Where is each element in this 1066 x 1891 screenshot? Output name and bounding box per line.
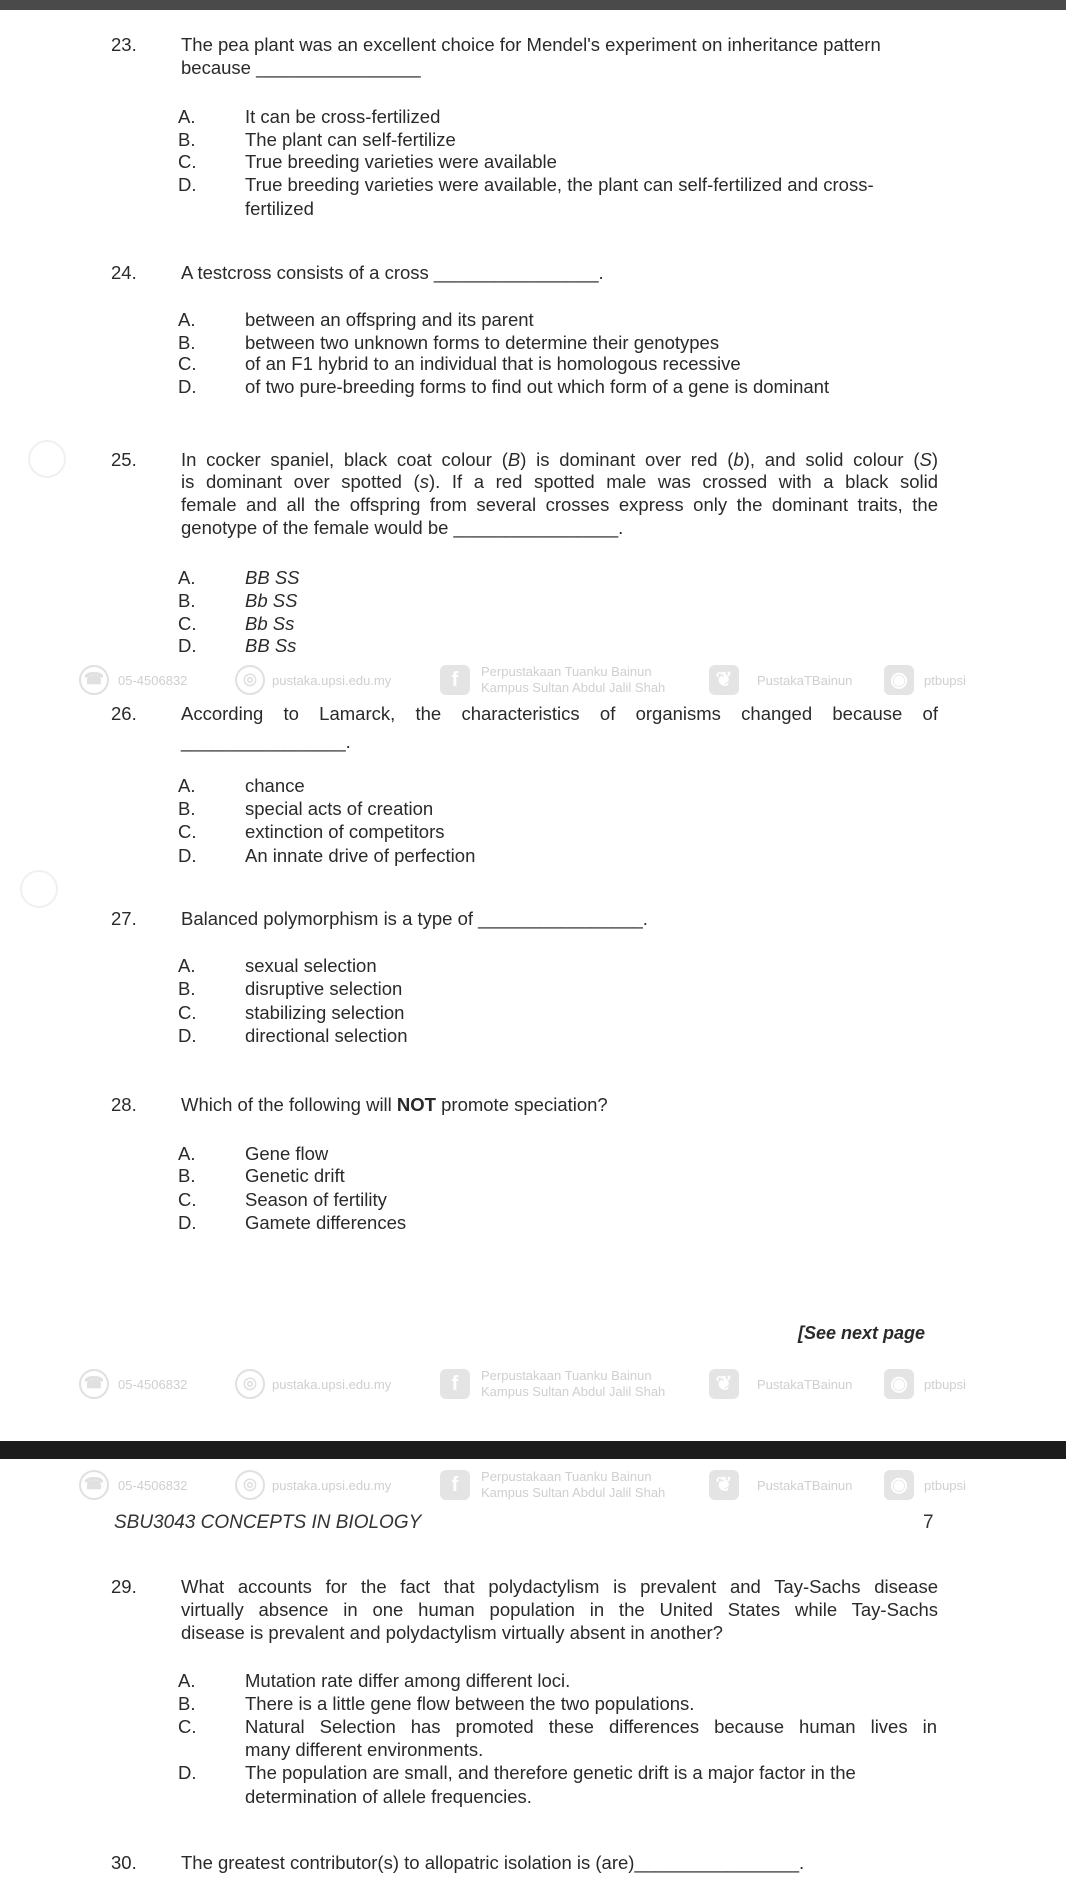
question-text: A testcross consists of a cross ________________. bbox=[181, 262, 604, 283]
option-text bbox=[245, 613, 294, 635]
question-number: 28. bbox=[111, 1094, 137, 1115]
option-letter: D. bbox=[178, 1025, 197, 1046]
italic-text: B bbox=[507, 449, 521, 470]
option-text: Season of fertility bbox=[245, 1189, 387, 1210]
question-text: female and all the offspring from several crosses express only the dominant traits, the bbox=[181, 494, 938, 515]
facebook-icon: f bbox=[440, 1470, 470, 1500]
question-text: because ________________ bbox=[181, 57, 421, 78]
text-segment: ) bbox=[931, 449, 938, 470]
globe-icon: ◎ bbox=[235, 665, 265, 695]
globe-icon: ◎ bbox=[235, 1369, 265, 1399]
option-letter: B. bbox=[178, 590, 196, 611]
question-text: According to Lamarck, the characteristics of organisms changed because of bbox=[181, 703, 938, 724]
option-letter: A. bbox=[178, 955, 196, 976]
question-text: The greatest contributor(s) to allopatric isolation is (are)________________. bbox=[181, 1852, 805, 1873]
option-text: between an offspring and its parent bbox=[245, 309, 534, 330]
scan-artifact bbox=[20, 870, 58, 908]
instagram-icon: ◉ bbox=[884, 1470, 914, 1500]
option-text: of an F1 hybrid to an individual that is homologous recessive bbox=[245, 353, 741, 374]
instagram-icon: ◉ bbox=[884, 1369, 914, 1399]
option-text: determination of allele frequencies. bbox=[245, 1786, 532, 1807]
twitter-icon: ❦ bbox=[709, 1369, 739, 1399]
option-letter: C. bbox=[178, 1002, 197, 1023]
facebook-icon: f bbox=[440, 1369, 470, 1399]
option-letter: A. bbox=[178, 775, 196, 796]
watermark-instagram: ptbupsi bbox=[924, 673, 966, 688]
see-next-page: [See next page bbox=[798, 1323, 926, 1343]
phone-icon: ☎ bbox=[79, 665, 109, 695]
globe-icon: ◎ bbox=[235, 1470, 265, 1500]
option-text: True breeding varieties were available, the plant can self-fertilized and cross- bbox=[245, 174, 874, 195]
option-text: chance bbox=[245, 775, 305, 796]
question-number: 29. bbox=[111, 1576, 137, 1597]
option-text: fertilized bbox=[245, 198, 314, 219]
option-text: There is a little gene flow between the two populations. bbox=[245, 1693, 695, 1714]
question-number: 30. bbox=[111, 1852, 137, 1873]
phone-icon: ☎ bbox=[79, 1369, 109, 1399]
option-letter: A. bbox=[178, 1670, 196, 1691]
watermark-facebook-line1: Perpustakaan Tuanku Bainun bbox=[481, 1368, 652, 1383]
option-letter: D. bbox=[178, 376, 197, 397]
question-text bbox=[181, 1094, 608, 1116]
option-letter: B. bbox=[178, 978, 196, 999]
option-letter: C. bbox=[178, 1189, 197, 1210]
option-text bbox=[245, 635, 296, 657]
option-text: It can be cross-fertilized bbox=[245, 106, 441, 127]
question-text bbox=[181, 471, 938, 493]
question-text: What accounts for the fact that polydactylism is prevalent and Tay-Sachs disease bbox=[181, 1576, 938, 1597]
option-letter: C. bbox=[178, 613, 197, 634]
option-letter: A. bbox=[178, 1143, 196, 1164]
option-text: special acts of creation bbox=[245, 798, 434, 819]
watermark-twitter: PustakaTBainun bbox=[757, 1478, 853, 1493]
text-segment: In cocker spaniel, black coat colour ( bbox=[181, 449, 508, 470]
option-text: disruptive selection bbox=[245, 978, 403, 999]
page-number: 7 bbox=[923, 1512, 934, 1533]
watermark-row bbox=[0, 664, 1066, 698]
italic-text: Bb Ss bbox=[245, 613, 295, 634]
option-letter: C. bbox=[178, 1716, 197, 1737]
watermark-website: pustaka.upsi.edu.my bbox=[272, 1377, 392, 1392]
question-text: The pea plant was an excellent choice for Mendel's experiment on inheritance pattern bbox=[181, 34, 881, 55]
option-text: The plant can self-fertilize bbox=[245, 129, 456, 150]
option-text: extinction of competitors bbox=[245, 821, 445, 842]
watermark-facebook-line2: Kampus Sultan Abdul Jalil Shah bbox=[481, 680, 666, 695]
option-text: of two pure-breeding forms to find out which form of a gene is dominant bbox=[245, 376, 830, 397]
italic-text: BB SS bbox=[245, 567, 300, 588]
watermark-instagram: ptbupsi bbox=[924, 1478, 966, 1493]
course-header: SBU3043 CONCEPTS IN BIOLOGY bbox=[114, 1512, 422, 1533]
option-letter: D. bbox=[178, 174, 197, 195]
twitter-icon: ❦ bbox=[709, 1470, 739, 1500]
option-text bbox=[245, 590, 297, 612]
italic-text: BB Ss bbox=[245, 635, 297, 656]
option-letter: C. bbox=[178, 821, 197, 842]
watermark-facebook-line1: Perpustakaan Tuanku Bainun bbox=[481, 664, 652, 679]
option-text: True breeding varieties were available bbox=[245, 151, 557, 172]
option-letter: B. bbox=[178, 1165, 196, 1186]
option-letter: C. bbox=[178, 353, 197, 374]
watermark-row bbox=[0, 1469, 1066, 1503]
option-text: between two unknown forms to determine their genotypes bbox=[245, 332, 720, 353]
option-text: Gene flow bbox=[245, 1143, 329, 1164]
italic-text: Bb SS bbox=[245, 590, 298, 611]
watermark-twitter: PustakaTBainun bbox=[757, 673, 853, 688]
option-letter: D. bbox=[178, 845, 197, 866]
facebook-icon: f bbox=[440, 665, 470, 695]
question-number: 26. bbox=[111, 703, 137, 724]
watermark-facebook-line1: Perpustakaan Tuanku Bainun bbox=[481, 1469, 652, 1484]
option-text: Natural Selection has promoted these differences because human lives in bbox=[245, 1716, 937, 1737]
question-text: Balanced polymorphism is a type of ________________. bbox=[181, 908, 648, 929]
option-text: The population are small, and therefore genetic drift is a major factor in the bbox=[245, 1762, 856, 1783]
option-text bbox=[245, 567, 300, 589]
italic-text: b bbox=[733, 449, 744, 470]
question-text bbox=[181, 449, 938, 471]
italic-text: S bbox=[919, 449, 932, 470]
option-letter: A. bbox=[178, 106, 196, 127]
watermark-website: pustaka.upsi.edu.my bbox=[272, 673, 392, 688]
watermark-instagram: ptbupsi bbox=[924, 1377, 966, 1392]
option-letter: B. bbox=[178, 129, 196, 150]
option-text: An innate drive of perfection bbox=[245, 845, 476, 866]
option-letter: A. bbox=[178, 567, 196, 588]
page-separator bbox=[0, 1441, 1066, 1459]
text-segment: is dominant over spotted ( bbox=[181, 471, 420, 492]
option-letter: D. bbox=[178, 1762, 197, 1783]
question-number: 24. bbox=[111, 262, 137, 283]
text-segment: Which of the following will bbox=[181, 1094, 397, 1115]
question-number: 25. bbox=[111, 449, 137, 470]
option-text: directional selection bbox=[245, 1025, 408, 1046]
watermark-facebook-line2: Kampus Sultan Abdul Jalil Shah bbox=[481, 1384, 666, 1399]
option-letter: B. bbox=[178, 332, 196, 353]
option-letter: B. bbox=[178, 1693, 196, 1714]
option-text: sexual selection bbox=[245, 955, 377, 976]
watermark-row bbox=[0, 1368, 1066, 1402]
option-letter: D. bbox=[178, 635, 197, 656]
twitter-icon: ❦ bbox=[709, 665, 739, 695]
question-text: virtually absence in one human population in the United States while Tay-Sachs bbox=[181, 1599, 938, 1620]
scan-artifact bbox=[28, 440, 66, 478]
option-text: Mutation rate differ among different loci. bbox=[245, 1670, 571, 1691]
option-letter: C. bbox=[178, 151, 197, 172]
option-text: Genetic drift bbox=[245, 1165, 345, 1186]
question-text: ________________. bbox=[181, 731, 351, 752]
watermark-website: pustaka.upsi.edu.my bbox=[272, 1478, 392, 1493]
text-segment: promote speciation? bbox=[435, 1094, 608, 1115]
text-segment: ), and solid colour ( bbox=[743, 449, 920, 470]
option-letter: B. bbox=[178, 798, 196, 819]
italic-text: s bbox=[419, 471, 429, 492]
text-segment: ). If a red spotted male was crossed with a black solid bbox=[428, 471, 939, 492]
watermark-phone: 05-4506832 bbox=[118, 673, 188, 688]
watermark-phone: 05-4506832 bbox=[118, 1377, 188, 1392]
top-band bbox=[0, 0, 1066, 10]
watermark-facebook-line2: Kampus Sultan Abdul Jalil Shah bbox=[481, 1485, 666, 1500]
bold-text: NOT bbox=[396, 1094, 436, 1115]
option-text: Gamete differences bbox=[245, 1212, 407, 1233]
watermark-phone: 05-4506832 bbox=[118, 1478, 188, 1493]
option-letter: A. bbox=[178, 309, 196, 330]
watermark-twitter: PustakaTBainun bbox=[757, 1377, 853, 1392]
option-text: many different environments. bbox=[245, 1739, 484, 1760]
option-text: stabilizing selection bbox=[245, 1002, 405, 1023]
option-letter: D. bbox=[178, 1212, 197, 1233]
question-number: 23. bbox=[111, 34, 137, 55]
instagram-icon: ◉ bbox=[884, 665, 914, 695]
text-segment: ) is dominant over red ( bbox=[520, 449, 734, 470]
phone-icon: ☎ bbox=[79, 1470, 109, 1500]
question-text: genotype of the female would be ________________. bbox=[181, 517, 624, 538]
question-number: 27. bbox=[111, 908, 137, 929]
question-text: disease is prevalent and polydactylism virtually absent in another? bbox=[181, 1622, 723, 1643]
